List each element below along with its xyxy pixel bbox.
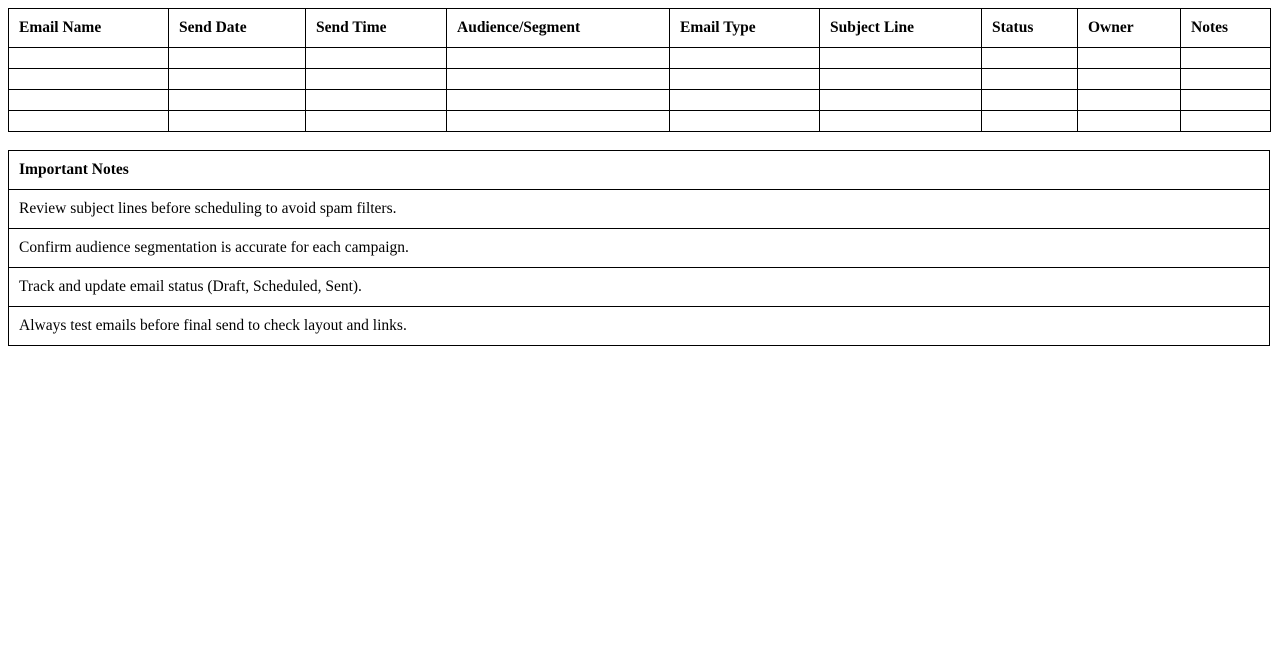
note-row xyxy=(9,229,1270,268)
table-cell[interactable] xyxy=(306,90,447,111)
table-cell[interactable] xyxy=(670,69,820,90)
table-cell[interactable] xyxy=(670,90,820,111)
table-cell[interactable] xyxy=(1181,90,1271,111)
column-header-status: Status xyxy=(982,9,1078,48)
table-cell[interactable] xyxy=(169,69,306,90)
table-cell[interactable] xyxy=(820,90,982,111)
column-header-subject-line: Subject Line xyxy=(820,9,982,48)
table-cell[interactable] xyxy=(982,90,1078,111)
table-cell[interactable] xyxy=(820,48,982,69)
table-header-row xyxy=(9,9,1271,48)
table-cell[interactable] xyxy=(670,48,820,69)
table-cell[interactable] xyxy=(169,90,306,111)
table-cell[interactable] xyxy=(306,48,447,69)
table-row xyxy=(9,69,1271,90)
table-cell[interactable] xyxy=(447,111,670,132)
table-cell[interactable] xyxy=(1181,48,1271,69)
note-row xyxy=(9,307,1270,346)
table-cell[interactable] xyxy=(169,48,306,69)
table-cell[interactable] xyxy=(9,48,169,69)
column-header-send-date: Send Date xyxy=(169,9,306,48)
table-cell[interactable] xyxy=(169,111,306,132)
table-row xyxy=(9,48,1271,69)
table-cell[interactable] xyxy=(1078,48,1181,69)
table-cell[interactable] xyxy=(306,69,447,90)
table-cell[interactable] xyxy=(447,69,670,90)
table-cell[interactable] xyxy=(447,90,670,111)
note-item: Track and update email status (Draft, Scheduled, Sent). xyxy=(9,268,1270,307)
column-header-owner: Owner xyxy=(1078,9,1181,48)
note-item: Always test emails before final send to check layout and links. xyxy=(9,307,1270,346)
table-cell[interactable] xyxy=(1078,69,1181,90)
table-cell[interactable] xyxy=(1181,111,1271,132)
table-cell[interactable] xyxy=(447,48,670,69)
table-cell[interactable] xyxy=(820,111,982,132)
email-schedule-table xyxy=(8,8,1271,132)
column-header-email-type: Email Type xyxy=(670,9,820,48)
table-cell[interactable] xyxy=(982,111,1078,132)
table-cell[interactable] xyxy=(1078,90,1181,111)
column-header-email-name: Email Name xyxy=(9,9,169,48)
notes-heading: Important Notes xyxy=(9,151,1270,190)
table-cell[interactable] xyxy=(1181,69,1271,90)
table-cell[interactable] xyxy=(982,48,1078,69)
table-row xyxy=(9,90,1271,111)
note-row xyxy=(9,268,1270,307)
note-item: Review subject lines before scheduling to avoid spam filters. xyxy=(9,190,1270,229)
table-cell[interactable] xyxy=(9,111,169,132)
important-notes-table xyxy=(8,150,1270,346)
note-row xyxy=(9,190,1270,229)
column-header-send-time: Send Time xyxy=(306,9,447,48)
table-row xyxy=(9,111,1271,132)
table-cell[interactable] xyxy=(9,69,169,90)
note-item: Confirm audience segmentation is accurate for each campaign. xyxy=(9,229,1270,268)
table-cell[interactable] xyxy=(820,69,982,90)
column-header-audience-segment: Audience/Segment xyxy=(447,9,670,48)
table-cell[interactable] xyxy=(306,111,447,132)
table-cell[interactable] xyxy=(9,90,169,111)
table-cell[interactable] xyxy=(670,111,820,132)
notes-heading-row xyxy=(9,151,1270,190)
table-cell[interactable] xyxy=(1078,111,1181,132)
table-cell[interactable] xyxy=(982,69,1078,90)
column-header-notes: Notes xyxy=(1181,9,1271,48)
